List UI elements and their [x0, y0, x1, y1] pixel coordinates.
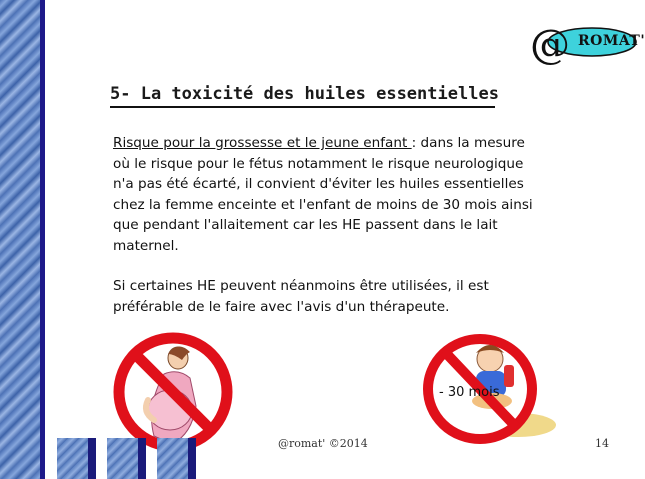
under-30-months-label: - 30 mois [439, 385, 500, 400]
footer-block-3-edge [188, 438, 196, 479]
paragraph-risk [113, 133, 533, 256]
logo-text: ROMAT' [578, 33, 645, 49]
footer-copyright: @romat' ©2014 [278, 437, 368, 450]
paragraph-advice: Si certaines HE peuvent néanmoins être utilisées, il est préférable de le faire avec l'avis d'un thérapeute. [113, 278, 489, 315]
risk-text: : dans la mesure où le risque pour le fétus notamment le risque neurologique n'a pas été écarté, il convient d'éviter les huiles essentielles chez la femme enceinte et l'enfant de moins de 30 mois ainsi que pendant l'allaitement car les HE passent dans le lait maternel. [113, 135, 533, 254]
sidebar-divider [40, 0, 45, 479]
slide-body [113, 133, 533, 317]
title-underline [110, 106, 495, 108]
slide-title: 5- La toxicité des huiles essentielles [110, 84, 499, 104]
sidebar-texture [0, 0, 40, 479]
footer-block-1-edge [88, 438, 96, 479]
page-number: 14 [595, 437, 609, 450]
footer-block-2-edge [138, 438, 146, 479]
risk-heading: Risque pour la grossesse et le jeune enfant [113, 135, 412, 151]
no-pregnant-woman-icon [108, 330, 238, 455]
svg-text:@: @ [530, 22, 570, 68]
